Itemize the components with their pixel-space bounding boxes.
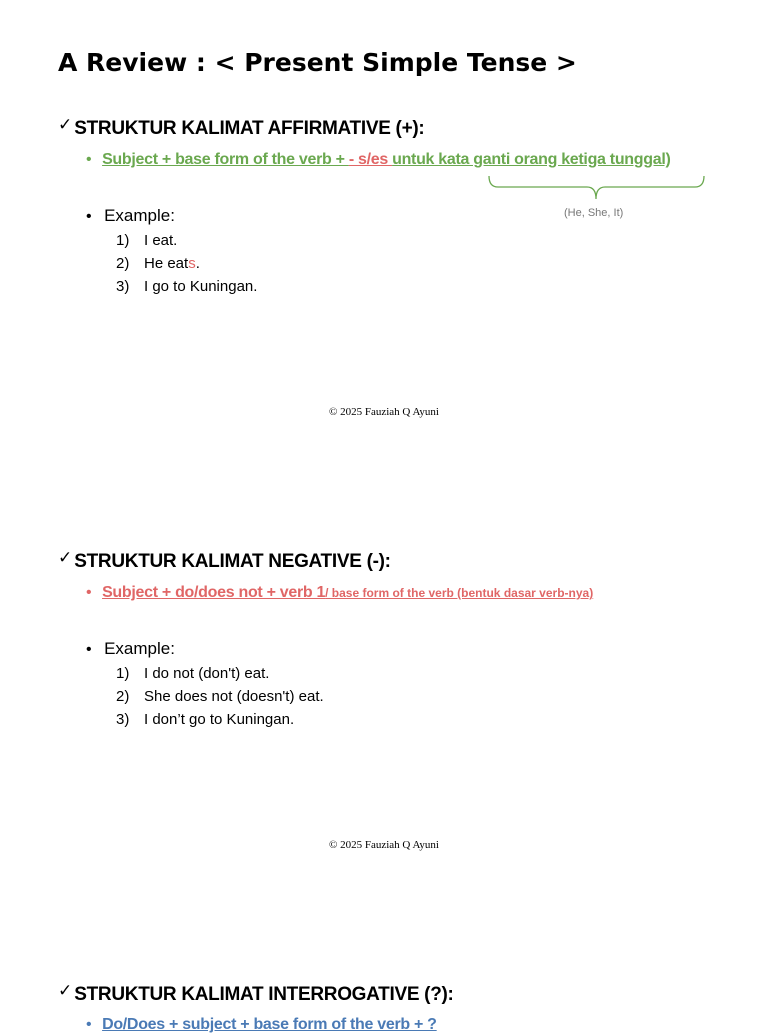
- page-title: A Review : < Present Simple Tense >: [58, 48, 577, 77]
- brace-note: (He, She, It): [564, 207, 624, 219]
- affirmative-formula-suffix: - s/es: [348, 151, 393, 168]
- item-number: 3): [116, 711, 130, 728]
- negative-example-label: [86, 639, 175, 659]
- curly-brace-icon: [486, 174, 708, 202]
- item-number: 3): [116, 278, 130, 295]
- list-item: [116, 232, 177, 249]
- interrogative-heading: [58, 981, 454, 1006]
- bullet-icon: •: [86, 151, 92, 168]
- list-item: [116, 711, 294, 728]
- affirmative-heading-text: STRUKTUR KALIMAT AFFIRMATIVE (+):: [74, 118, 425, 139]
- item-text: I don’t go to Kuningan.: [144, 711, 295, 728]
- item-text: He eat: [144, 255, 189, 272]
- affirmative-example-label: [86, 206, 175, 226]
- interrogative-formula: [86, 1016, 437, 1034]
- item-number: 2): [116, 688, 130, 705]
- footer-copyright: © 2025 Fauziah Q Ayuni: [328, 406, 439, 418]
- item-text: She does not (doesn't) eat.: [144, 688, 324, 705]
- affirmative-formula: [86, 151, 671, 169]
- negative-formula-part1: Subject + do/does not + verb 1: [102, 584, 326, 601]
- affirmative-formula-part3: untuk kata ganti orang ketiga tunggal): [392, 151, 671, 168]
- item-text: I eat.: [144, 232, 178, 249]
- footer-copyright: © 2025 Fauziah Q Ayuni: [328, 839, 439, 851]
- list-item: [116, 278, 257, 295]
- list-item: [116, 665, 269, 682]
- affirmative-formula-part1: Subject + base form of the verb +: [102, 151, 349, 168]
- item-text: I go to Kuningan.: [144, 278, 258, 295]
- example-label-text: Example:: [104, 206, 175, 225]
- item-number: 2): [116, 255, 130, 272]
- bullet-icon: •: [86, 584, 92, 601]
- example-label-text: Example:: [104, 639, 175, 658]
- negative-heading: [58, 548, 391, 573]
- interrogative-formula-part1: Do/Does + subject + base form of the verb + ?: [102, 1016, 437, 1033]
- bullet-icon: •: [86, 1016, 92, 1033]
- item-number: 1): [116, 232, 130, 249]
- negative-formula-part2: / base form of the verb (bentuk dasar verb-nya): [325, 586, 594, 600]
- affirmative-heading: [58, 115, 425, 140]
- list-item: [116, 255, 200, 272]
- interrogative-heading-text: STRUKTUR KALIMAT INTERROGATIVE (?):: [74, 984, 454, 1005]
- bullet-icon: •: [86, 641, 92, 658]
- negative-formula: [86, 584, 593, 602]
- item-highlight: s: [188, 255, 196, 272]
- item-text-end: .: [195, 255, 200, 272]
- list-item: [116, 688, 324, 705]
- negative-heading-text: STRUKTUR KALIMAT NEGATIVE (-):: [74, 551, 391, 572]
- checkmark-icon: ✓: [58, 981, 73, 1001]
- item-number: 1): [116, 665, 130, 682]
- checkmark-icon: ✓: [58, 115, 73, 135]
- checkmark-icon: ✓: [58, 548, 73, 568]
- item-text: I do not (don't) eat.: [144, 665, 270, 682]
- bullet-icon: •: [86, 208, 92, 225]
